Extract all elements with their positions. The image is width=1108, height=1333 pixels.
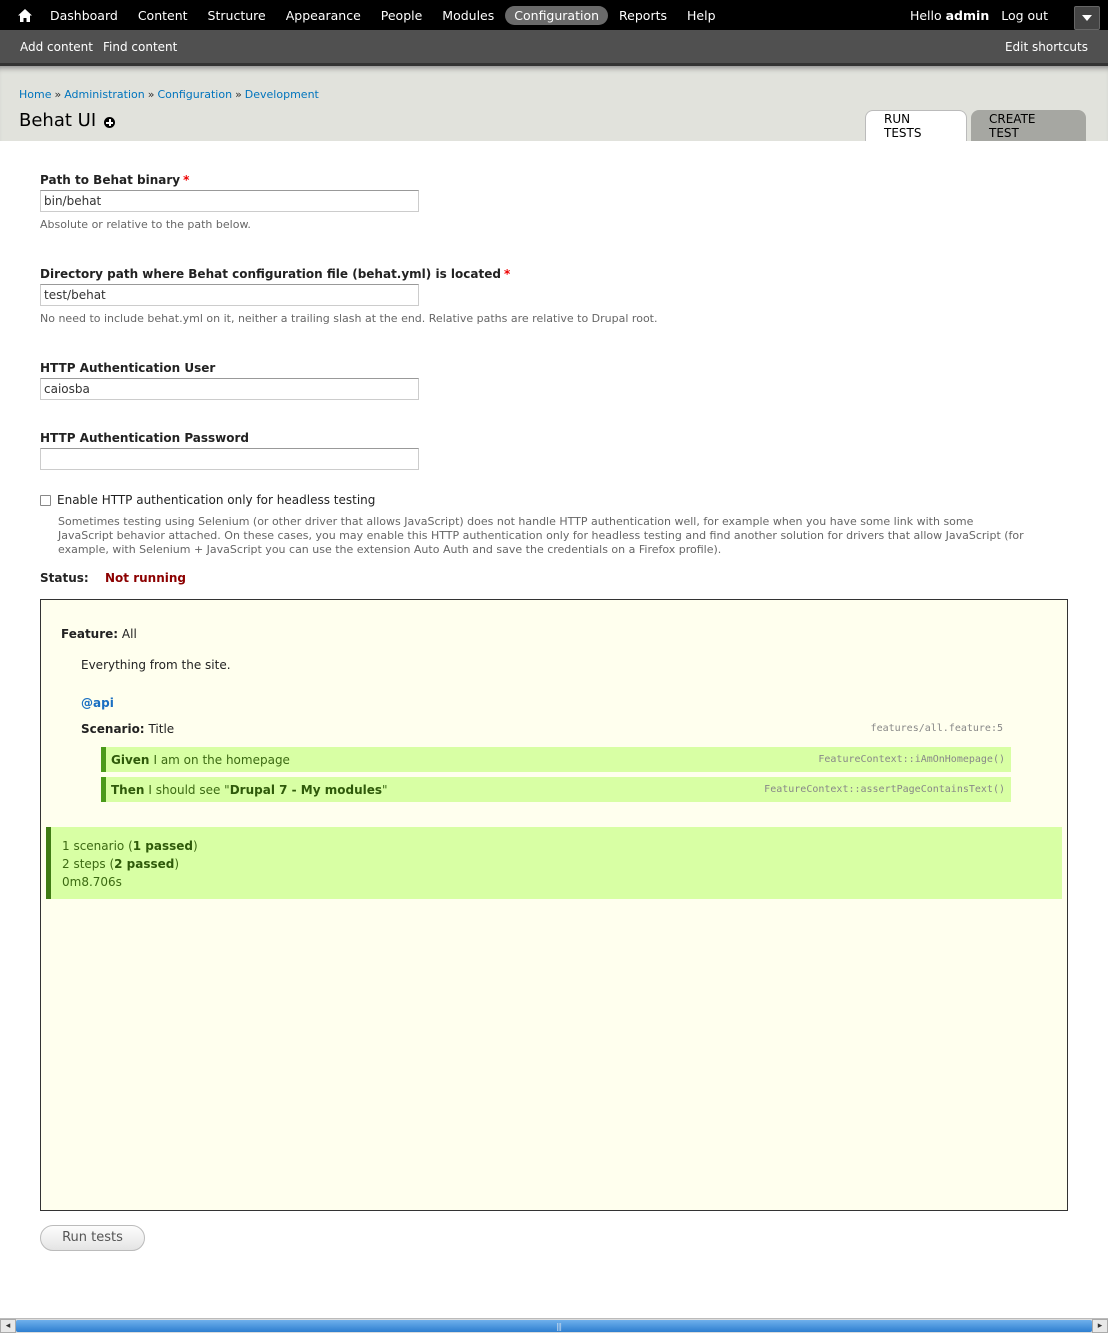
step-then: Then I should see " Drupal 7 - My modules " FeatureContext::assertPageContainsText(): [101, 777, 1011, 802]
summary-steps: 2 steps (2 passed): [62, 857, 180, 871]
horizontal-scrollbar[interactable]: [0, 1318, 1108, 1333]
shortcut-find-content[interactable]: Find content: [103, 40, 178, 54]
http-user-field-group: [40, 361, 419, 400]
scenario-heading: Scenario: Title: [81, 722, 175, 736]
config-dir-label: Directory path where Behat configuration file (behat.yml) is located *: [40, 267, 511, 281]
breadcrumb-configuration[interactable]: Configuration: [157, 88, 233, 101]
config-dir-field-group: [40, 267, 657, 325]
menu-dashboard[interactable]: Dashboard: [50, 7, 118, 23]
test-results-panel: [40, 599, 1068, 1211]
breadcrumb-development[interactable]: Development: [244, 88, 319, 101]
summary-scenarios: 1 scenario (1 passed): [62, 839, 198, 853]
feature-description: Everything from the site.: [81, 658, 231, 672]
http-password-field-group: [40, 431, 419, 470]
status-value: Not running: [105, 571, 186, 585]
http-user-input[interactable]: [40, 378, 419, 400]
hello-user: [910, 8, 989, 23]
scroll-left-icon[interactable]: ◂: [0, 1319, 16, 1333]
menu-content[interactable]: Content: [137, 7, 188, 23]
summary-time: 0m8.706s: [62, 875, 122, 889]
scenario-tag: @api: [81, 696, 114, 710]
binary-label: Path to Behat binary *: [40, 173, 190, 187]
binary-field-group: [40, 173, 419, 231]
scrollbar-thumb[interactable]: [16, 1320, 1092, 1332]
step-definition: FeatureContext::assertPageContainsText(): [764, 784, 1005, 795]
page-header: [0, 66, 1108, 141]
config-dir-input[interactable]: [40, 284, 419, 306]
binary-description: Absolute or relative to the path below.: [40, 218, 251, 231]
menu-configuration[interactable]: Configuration: [505, 6, 608, 25]
hello-prefix: Hello: [909, 7, 942, 23]
chevron-down-icon: [1082, 15, 1092, 21]
add-shortcut-icon[interactable]: [104, 117, 115, 128]
http-password-label: HTTP Authentication Password: [40, 431, 250, 445]
scroll-right-icon[interactable]: ▸: [1092, 1319, 1108, 1333]
binary-path-input[interactable]: [40, 190, 419, 212]
user-link[interactable]: admin: [945, 7, 990, 23]
run-tests-button[interactable]: Run tests: [40, 1225, 145, 1251]
toolbar-menu: [10, 0, 726, 30]
http-user-label: HTTP Authentication User: [40, 361, 216, 375]
headless-checkbox[interactable]: [40, 495, 51, 506]
home-icon[interactable]: [10, 0, 40, 30]
admin-toolbar: [0, 0, 1108, 30]
breadcrumb-administration[interactable]: Administration: [64, 88, 145, 101]
status-row: [40, 571, 186, 585]
step-definition: FeatureContext::iAmOnHomepage(): [818, 754, 1005, 765]
page-title: Behat UI: [19, 110, 97, 131]
feature-heading: Feature: All: [61, 627, 137, 641]
grip-icon: |||: [556, 1322, 562, 1331]
menu-modules[interactable]: Modules: [442, 7, 495, 23]
scenario-path: features/all.feature:5: [870, 723, 1003, 734]
step-given: Given I am on the homepage FeatureContext::iAmOnHomepage(): [101, 747, 1011, 772]
breadcrumb: Home » Administration » Configuration » Development: [19, 88, 319, 101]
shortcuts-toggle-button[interactable]: [1074, 6, 1100, 30]
breadcrumb-home[interactable]: Home: [19, 88, 52, 101]
menu-structure[interactable]: Structure: [207, 7, 266, 23]
headless-checkbox-label[interactable]: Enable HTTP authentication only for headless testing: [57, 493, 376, 507]
status-label: Status:: [40, 571, 89, 585]
logout-link[interactable]: Log out: [1001, 7, 1048, 23]
results-summary: [46, 827, 1062, 899]
menu-help[interactable]: Help: [687, 7, 716, 23]
http-password-input[interactable]: [40, 448, 419, 470]
headless-checkbox-group: [40, 493, 1030, 557]
tab-run-tests[interactable]: RUN TESTS: [865, 110, 967, 141]
shortcut-add-content[interactable]: Add content: [20, 40, 93, 54]
edit-shortcuts-link[interactable]: Edit shortcuts: [1004, 40, 1088, 54]
config-dir-description: No need to include behat.yml on it, neither a trailing slash at the end. Relative paths are relative to Drupal root.: [40, 312, 658, 325]
toolbar-user: [910, 0, 1108, 30]
tab-create-test[interactable]: CREATE TEST: [971, 110, 1086, 141]
menu-reports[interactable]: Reports: [619, 7, 667, 23]
menu-people[interactable]: People: [380, 7, 423, 23]
shortcuts-bar: [0, 30, 1108, 66]
headless-description: Sometimes testing using Selenium (or other driver that allows JavaScript) does not handle HTTP authentication well, for example when you have some link with some JavaScript behavior attached. On these cases, you may enable this HTTP authentication only for headless testing and find another solution for drivers that allow JavaScript (for example, with Selenium + JavaScript you can use the extension Auto Auth and save the credentials on a Firefox profile).: [58, 515, 1024, 556]
menu-appearance[interactable]: Appearance: [285, 7, 361, 23]
